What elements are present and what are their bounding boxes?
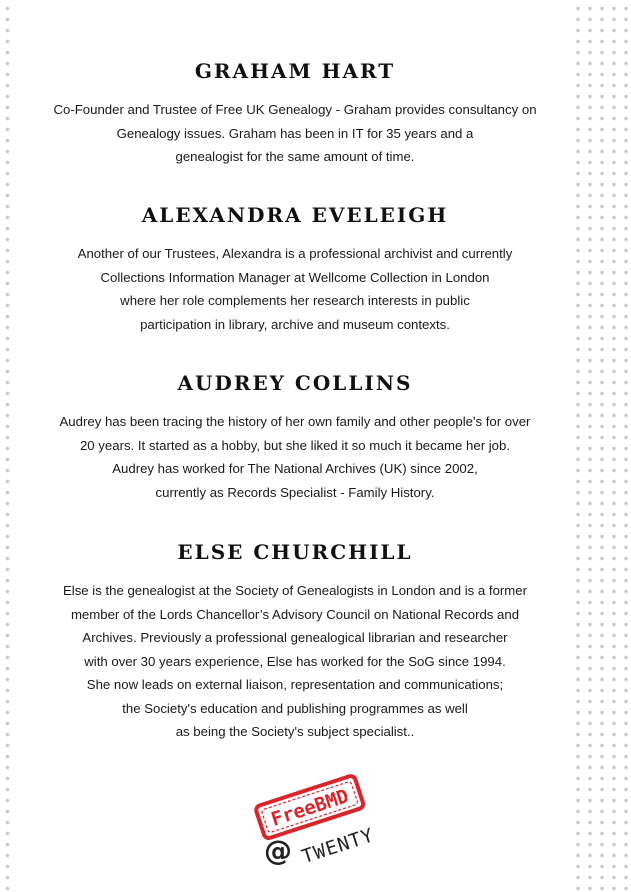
person-bio [30, 242, 560, 336]
freebmd-twenty-logo [248, 770, 398, 870]
person-name: ELSE CHURCHILL [177, 540, 413, 564]
person-name: GRAHAM HART [194, 59, 396, 83]
person-bio [30, 410, 560, 504]
person-section-alexandra-eveleigh [30, 202, 560, 336]
bio-line: Else is the genealogist at the Society of Genealogists in London and is a former [62, 583, 528, 598]
person-bio [30, 579, 560, 744]
bio-line: Collections Information Manager at Wellcome Collection in London [100, 269, 490, 285]
trustees-page [30, 0, 560, 892]
bio-line: Audrey has worked for The National Archives (UK) since 2002, [112, 461, 478, 476]
bio-line: Another of our Trustees, Alexandra is a professional archivist and currently [77, 246, 513, 261]
dotted-border-right [569, 0, 631, 892]
bio-line: currently as Records Specialist - Family History. [155, 484, 435, 500]
person-bio [30, 98, 560, 169]
bio-line: Co-Founder and Trustee of Free UK Genealogy - Graham provides consultancy on [53, 102, 537, 117]
person-name: ALEXANDRA EVELEIGH [141, 203, 449, 227]
bio-line: with over 30 years experience, Else has worked for the SoG since 1994. [84, 653, 506, 669]
dotted-border-left [0, 0, 14, 892]
twenty-text: TWENTY [299, 824, 377, 869]
bio-line: Genealogy issues. Graham has been in IT for 35 years and a [116, 125, 474, 141]
bio-line: member of the Lords Chancellor’s Advisory Council on National Records and [70, 606, 520, 622]
bio-line: as being the Society's subject specialist.. [175, 724, 415, 739]
person-name: AUDREY COLLINS [177, 371, 413, 395]
bio-line: participation in library, archive and museum contexts. [140, 316, 450, 332]
at-symbol: @ [264, 834, 292, 867]
bio-line: the Society's education and publishing programmes as well [122, 700, 468, 716]
bio-line: genealogist for the same amount of time. [175, 149, 415, 164]
bio-line: Archives. Previously a professional genealogical librarian and researcher [82, 630, 508, 645]
bio-line: Audrey has been tracing the history of her own family and other people's for over [59, 414, 531, 429]
person-section-audrey-collins [30, 370, 560, 504]
person-section-else-churchill [30, 539, 560, 744]
freebmd-stamp [255, 775, 364, 839]
bio-line: She now leads on external liaison, representation and communications; [86, 677, 504, 692]
bio-line: where her role complements her research interests in public [120, 293, 470, 308]
bio-line: 20 years. It started as a hobby, but she liked it so much it became her job. [79, 437, 511, 453]
person-section-graham-hart [30, 58, 560, 169]
stamp-text: FreeBMD [268, 785, 352, 831]
